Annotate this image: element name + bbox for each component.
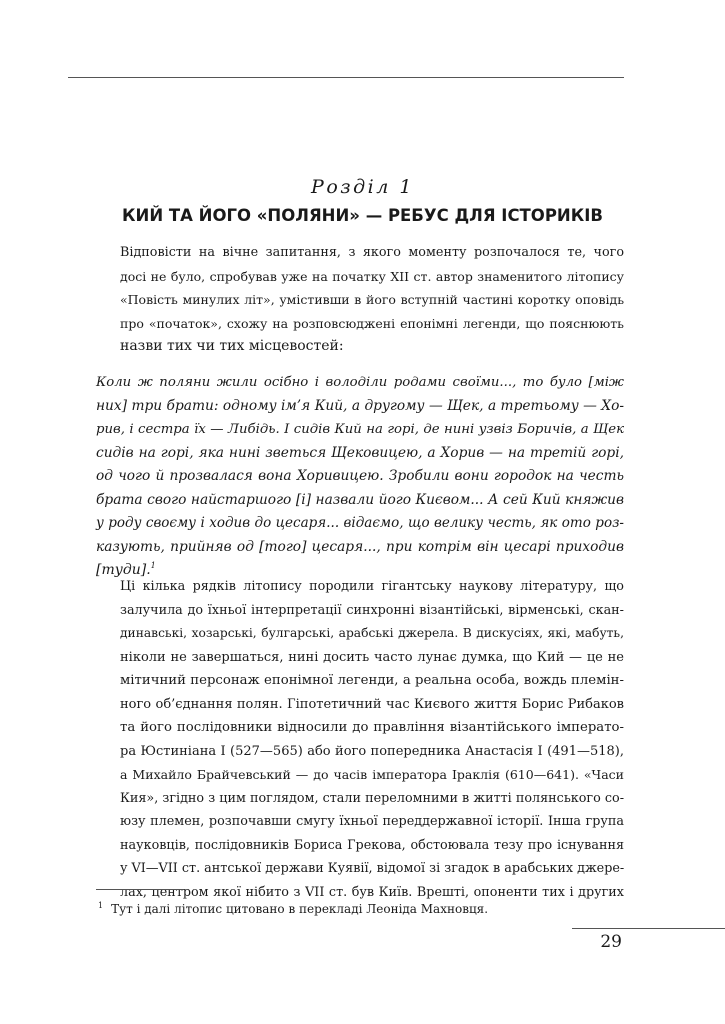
quote-line-text: [туди]. (96, 562, 151, 578)
text-line: Відповісти на вічне запитання, з якого моменту розпочалося те, чого (120, 245, 624, 260)
footnote (96, 896, 624, 919)
page-number: 29 (600, 932, 622, 952)
text-line: а Михайло Брайчевський — до часів імператора Іраклія (610—641). «Часи (120, 767, 624, 782)
quote-line: сидів на горі, яка нині зветься Щековицею, а Хорив — на третій горі, (96, 444, 624, 461)
footnote-mark: 1 (98, 901, 104, 910)
text-line: назви тих чи тих місцевостей: (120, 338, 344, 354)
quote-line: брата свого найстаршого [і] назвали його Києвом... А сей Кий княжив (96, 491, 624, 508)
text-line: у VI—VII ст. антської держави Куявії, відомої зі згадок в арабських джере- (120, 861, 625, 876)
text-line: Ці кілька рядків літопису породили гігантську наукову літературу, що (120, 579, 624, 594)
chapter-label: Розділ 1 (311, 176, 414, 198)
footnote-reference[interactable]: 1 (150, 561, 156, 570)
text-line: ра Юстиніана І (527—565) або його попередника Анастасія І (491—518), (120, 743, 624, 759)
quote-line: од чого й прозвалася вона Хоривицею. Зробили вони городок на честь (96, 468, 624, 484)
chapter-title: КИЙ ТА ЙОГО «ПОЛЯНИ» — РЕБУС ДЛЯ ІСТОРИКІВ (122, 206, 603, 225)
text-line: науковців, послідовників Бориса Грекова, обстоювала тезу про існування (120, 837, 624, 853)
header-rule (68, 77, 624, 78)
text-line: «Повість минулих літ», умістивши в його вступній частині коротку оповідь (120, 292, 624, 307)
text-line: ніколи не завершаться, нині досить часто лунає думка, що Кий — це не (120, 649, 624, 665)
text-line: та його послідовники відносили до правління візантійського імперато- (120, 720, 624, 735)
text-line: динавські, хозарські, булгарські, арабські джерела. В дискусіях, які, мабуть, (120, 626, 624, 640)
page-number-rule (572, 928, 725, 929)
footnote-text: Тут і далі літопис цитовано в перекладі Леоніда Махновця. (111, 902, 489, 916)
intro-paragraph (96, 241, 624, 359)
text-line: залучила до їхньої інтерпретації синхронні візантійські, вірменські, скан- (120, 602, 624, 618)
text-line: Кия», згідно з цим поглядом, стали переломними в житті полянського со- (120, 790, 624, 806)
text-line: ного об’єднання полян. Гіпотетичний час Києвого життя Борис Рибаков (120, 696, 624, 712)
text-line: про «початок», схожу на розповсюджені епонімні легенди, що пояснюють (120, 315, 624, 331)
quote-line: них] три брати: одному ім’я Кий, а другому — Щек, а третьому — Хо- (96, 397, 624, 414)
footnote-rule (96, 889, 184, 890)
text-line: мітичний персонаж епонімної легенди, а реальна особа, вождь племін- (120, 673, 624, 688)
chronicle-quote (96, 371, 624, 583)
text-line: юзу племен, розпочавши смугу їхньої переддержавної історії. Інша група (120, 814, 624, 829)
text-line: досі не було, спробував уже на початку XII ст. автор знаменитого літопису (120, 268, 624, 284)
text-line: лах, центром якої нібито з VII ст. був Київ. Врешті, опоненти тих і других (120, 884, 624, 900)
quote-line: у роду своєму і ходив до цесаря... відаємо, що велику честь, як ото роз- (96, 515, 624, 531)
quote-line: рив, і сестра їх — Либідь. І сидів Кий на горі, де нині узвіз Боричів, а Щек (96, 422, 624, 437)
quote-line: казують, прийняв од [того] цесаря..., при котрім він цесарі приходив (96, 538, 624, 555)
analysis-paragraph (96, 575, 624, 904)
quote-line: Коли ж поляни жили осібно і володіли родами своїми..., то було [між (96, 375, 624, 390)
